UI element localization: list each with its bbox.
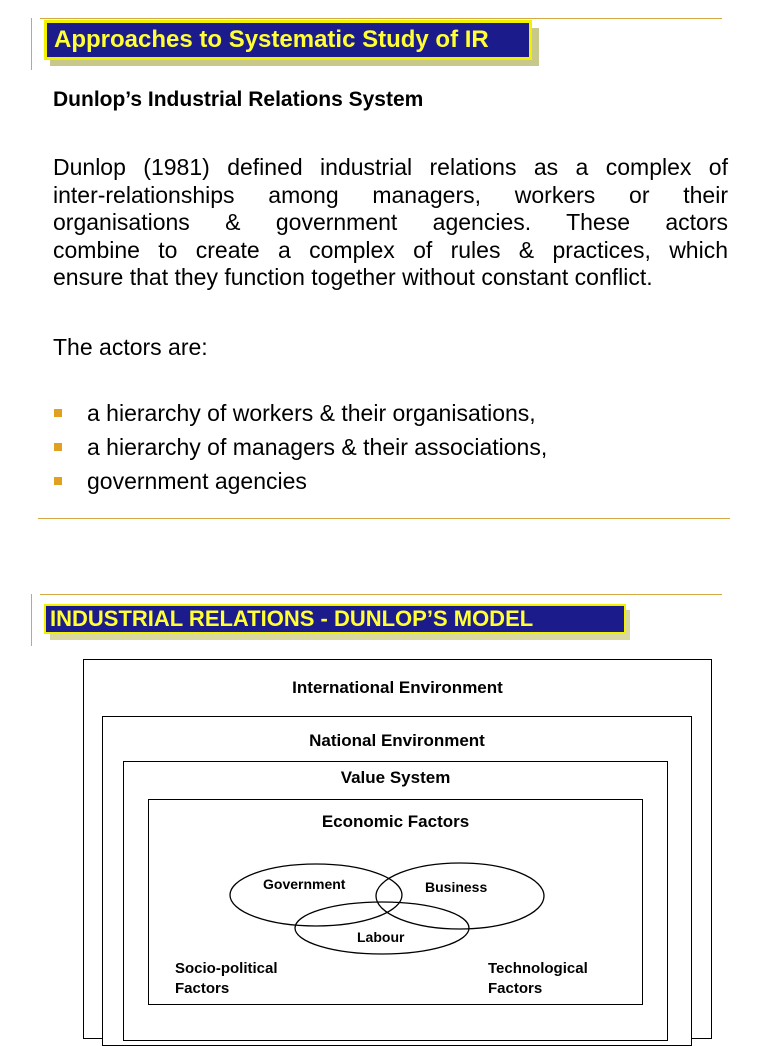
actors-intro: The actors are: [53, 334, 208, 360]
technological-factors-label [488, 959, 588, 999]
paragraph-line: organisations & government agencies. These actors [53, 209, 728, 235]
value-system-label: Value System [340, 768, 451, 787]
socio-political-factors-label [175, 959, 278, 999]
list-item-text: a hierarchy of managers & their associations, [87, 434, 548, 460]
slide1-subheading: Dunlop’s Industrial Relations System [53, 88, 424, 111]
slide2-title: INDUSTRIAL RELATIONS - DUNLOP’S MODEL [44, 604, 626, 634]
paragraph-line: Dunlop (1981) defined industrial relations as a complex of [53, 154, 728, 180]
socio-political-line2: Factors [175, 980, 230, 997]
technological-line2: Factors [488, 980, 543, 997]
international-environment-label: International Environment [292, 678, 503, 697]
paragraph-line: combine to create a complex of rules & practices, which [53, 236, 728, 263]
list-item-text: government agencies [87, 468, 307, 494]
technological-line1: Technological [488, 960, 588, 977]
list-item-text: a hierarchy of workers & their organisations, [87, 400, 536, 426]
paragraph-line: inter-relationships among managers, workers or their [53, 181, 728, 208]
labour-label: Labour [357, 929, 405, 945]
national-environment-label: National Environment [309, 731, 485, 750]
economic-factors-label: Economic Factors [321, 812, 470, 831]
slide1-title: Approaches to Systematic Study of IR [44, 20, 532, 60]
socio-political-line1: Socio-political [175, 960, 278, 977]
business-label: Business [425, 879, 488, 895]
government-label: Government [263, 876, 346, 892]
paragraph-line: ensure that they function together without constant conflict. [53, 264, 653, 290]
